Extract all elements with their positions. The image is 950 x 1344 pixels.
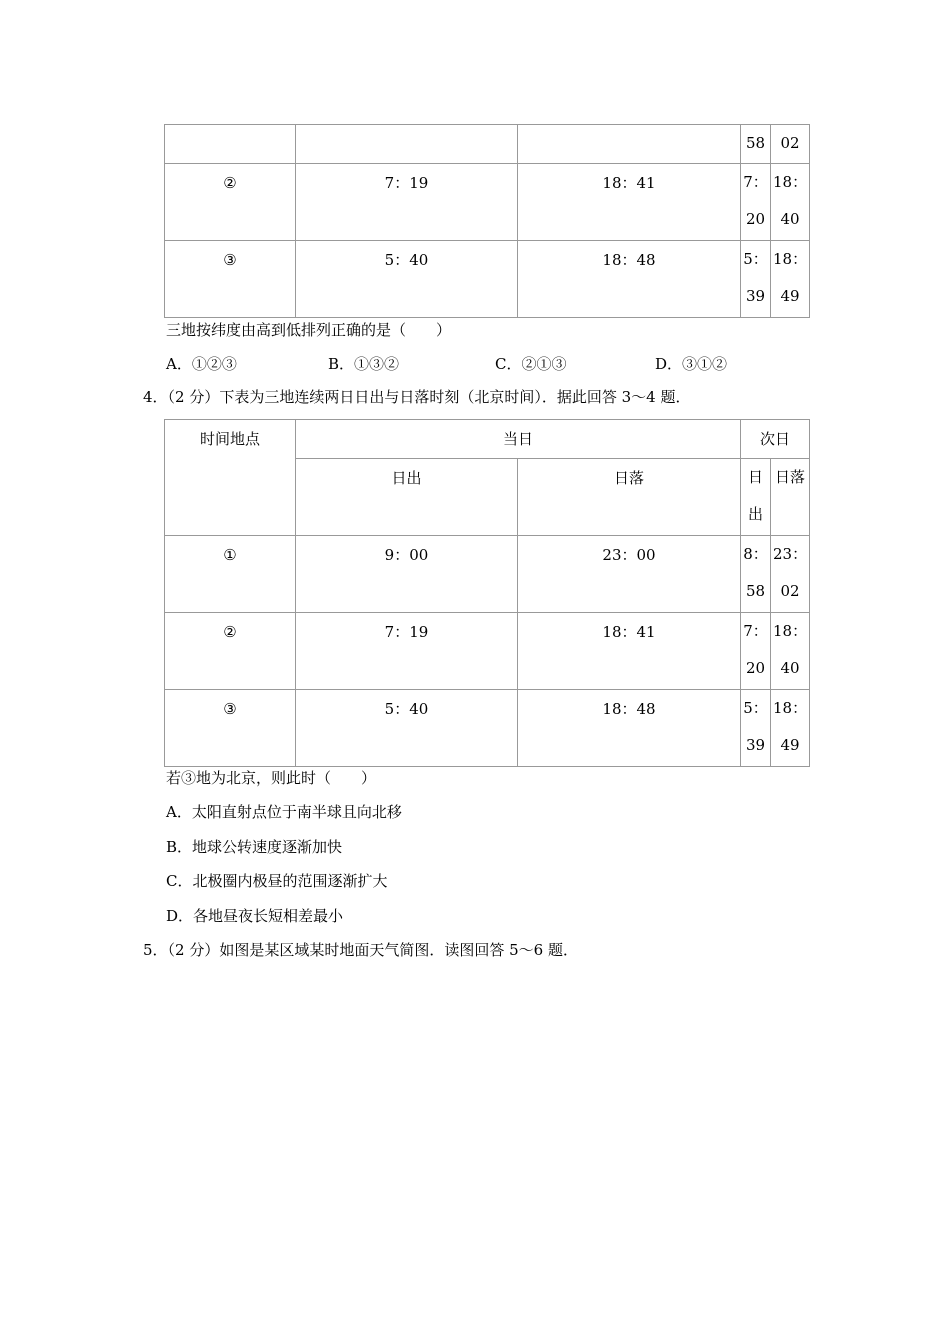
cell-line: 7： <box>743 173 768 191</box>
table-row <box>165 125 810 164</box>
q3-option-c: C．②①③ <box>495 355 567 373</box>
cell-line: 7： <box>743 622 768 640</box>
next-sunset-cell: 02 <box>771 125 810 164</box>
continued-table <box>164 124 810 318</box>
header-next-sunrise <box>741 459 771 536</box>
header-next-sunset: 日落 <box>771 459 810 536</box>
sunrise-cell <box>296 125 518 164</box>
cell-line: 49 <box>780 287 800 305</box>
next-sunset-cell <box>771 690 810 767</box>
cell-line: 5： <box>743 250 768 268</box>
place-cell: ① <box>165 536 296 613</box>
next-sunset-cell <box>771 536 810 613</box>
q3-option-a: A．①②③ <box>166 355 237 373</box>
table-row <box>165 613 810 690</box>
next-sunrise-cell: 58 <box>741 125 771 164</box>
header-next-day: 次日 <box>741 420 810 459</box>
cell-line: 日 <box>748 468 764 486</box>
cell-line: 出 <box>748 505 764 523</box>
next-sunset-cell <box>771 613 810 690</box>
sunset-cell: 18：41 <box>518 164 741 241</box>
cell-line: 02 <box>780 582 800 600</box>
header-sunrise: 日出 <box>296 459 518 536</box>
next-sunrise-cell <box>741 241 771 318</box>
next-sunrise-cell <box>741 164 771 241</box>
place-cell: ② <box>165 164 296 241</box>
next-sunrise-cell <box>741 536 771 613</box>
table-row <box>165 164 810 241</box>
cell-line: 8： <box>743 545 768 563</box>
cell-line: 20 <box>745 210 766 228</box>
place-cell: ② <box>165 613 296 690</box>
q4-option-d: D．各地昼夜长短相差最小 <box>166 907 344 925</box>
cell-line: 40 <box>780 210 800 228</box>
q4-option-a: A．太阳直射点位于南半球且向北移 <box>166 803 402 821</box>
cell-line: 20 <box>745 659 766 677</box>
sunrise-cell: 7：19 <box>296 613 518 690</box>
cell-line: 23： <box>773 545 808 563</box>
table-row <box>165 241 810 318</box>
sunset-cell: 18：48 <box>518 690 741 767</box>
table-row <box>165 536 810 613</box>
sunset-cell <box>518 125 741 164</box>
cell-line: 18： <box>773 250 808 268</box>
cell-line: 39 <box>745 736 766 754</box>
sunrise-cell: 5：40 <box>296 690 518 767</box>
sunset-cell: 23：00 <box>518 536 741 613</box>
next-sunset-cell <box>771 164 810 241</box>
cell-line: 40 <box>780 659 800 677</box>
q4-sub-stem: 若③地为北京，则此时（ ） <box>166 769 377 787</box>
next-sunset-cell <box>771 241 810 318</box>
header-time-place: 时间地点 <box>165 420 296 536</box>
cell-line: 18： <box>773 622 808 640</box>
place-cell: ③ <box>165 241 296 318</box>
cell-line: 18： <box>773 173 808 191</box>
sunrise-cell: 7：19 <box>296 164 518 241</box>
sunrise-cell: 5：40 <box>296 241 518 318</box>
cell-line: 39 <box>745 287 766 305</box>
table-header-row <box>165 420 810 459</box>
q3-option-d: D．③①② <box>655 355 728 373</box>
sunrise-cell: 9：00 <box>296 536 518 613</box>
sunrise-sunset-table <box>164 419 810 767</box>
q3-option-b: B．①③② <box>328 355 400 373</box>
sunset-cell: 18：41 <box>518 613 741 690</box>
q4-option-c: C．北极圈内极昼的范围逐渐扩大 <box>166 872 388 890</box>
sunset-cell: 18：48 <box>518 241 741 318</box>
header-sunset: 日落 <box>518 459 741 536</box>
place-cell: ③ <box>165 690 296 767</box>
cell-line: 5： <box>743 699 768 717</box>
header-today: 当日 <box>296 420 741 459</box>
table-row <box>165 690 810 767</box>
q4-option-b: B．地球公转速度逐渐加快 <box>166 838 343 856</box>
q5-stem: 5．（2 分）如图是某区域某时地面天气简图．读图回答 5～6 题． <box>143 941 578 959</box>
cell-line: 18： <box>773 699 808 717</box>
next-sunrise-cell <box>741 613 771 690</box>
place-cell <box>165 125 296 164</box>
cell-line: 58 <box>745 582 766 600</box>
cell-line: 49 <box>780 736 800 754</box>
q4-stem: 4．（2 分）下表为三地连续两日日出与日落时刻（北京时间）．据此回答 3～4 题． <box>143 388 691 406</box>
next-sunrise-cell <box>741 690 771 767</box>
q3-stem: 三地按纬度由高到低排列正确的是（ ） <box>166 321 452 339</box>
